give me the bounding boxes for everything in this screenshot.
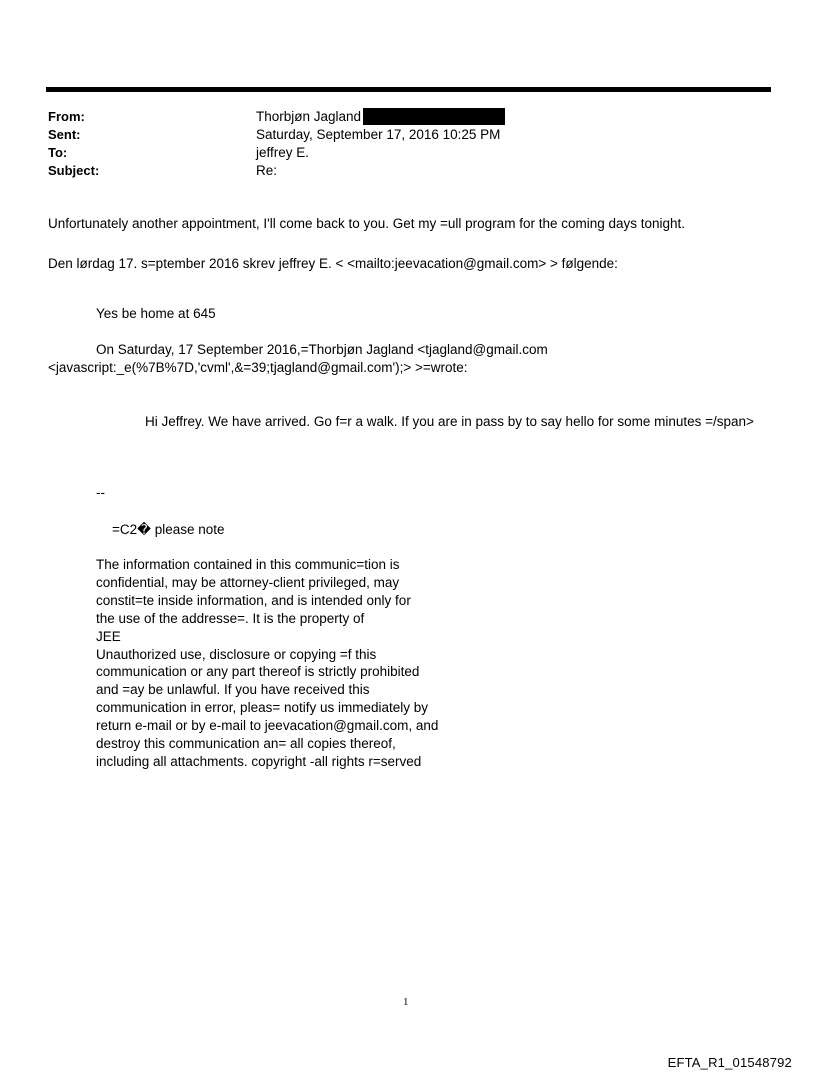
- disclaimer-line: including all attachments. copyright -all rights r=served: [96, 753, 422, 769]
- disclaimer-line: and =ay be unlawful. If you have received this: [96, 682, 370, 698]
- header-rule: [46, 87, 771, 92]
- disclaimer-line: The information contained in this communic=tion is: [96, 557, 400, 572]
- quote-intro-2: <javascript:_e(%7B%7D,'cvml',&=39;tjagland@gmail.com');> >=wrote:: [48, 360, 468, 375]
- sender-name: Thorbjøn Jagland: [256, 109, 362, 124]
- sent-value: Saturday, September 17, 2016 10:25 PM: [256, 127, 501, 142]
- signature-dash: --: [96, 485, 105, 500]
- disclaimer-line: return e-mail or by e-mail to jeevacation@gmail.com, and: [96, 718, 439, 734]
- redaction-block: [363, 108, 505, 125]
- from-label: From:: [48, 109, 85, 124]
- disclaimer-line: Unauthorized use, disclosure or copying =f this: [96, 646, 377, 662]
- disclaimer-line: destroy this communication an= all copies thereof,: [96, 736, 396, 752]
- sent-label: Sent:: [48, 127, 81, 142]
- disclaimer-line: the use of the addresse=. It is the property of: [96, 610, 365, 626]
- reply-text: Yes be home at 645: [96, 306, 216, 321]
- body-line-1: Unfortunately another appointment, I'll come back to you. Get my =ull program for the coming days tonight.: [48, 216, 686, 231]
- disclaimer-block: [96, 556, 456, 771]
- disclaimer-line: communication or any part thereof is strictly prohibited: [96, 664, 420, 680]
- signature-note: =C2� please note: [112, 522, 225, 537]
- subject-label: Subject:: [48, 163, 100, 178]
- to-label: To:: [48, 145, 68, 160]
- subject-value: Re:: [256, 163, 278, 178]
- page-number: 1: [403, 996, 409, 1008]
- disclaimer-line: constit=te inside information, and is intended only for: [96, 592, 411, 608]
- body-line-2: Den lørdag 17. s=ptember 2016 skrev jeffrey E. < <mailto:jeevacation@gmail.com> > følgende:: [48, 256, 618, 271]
- quote-intro-1: On Saturday, 17 September 2016,=Thorbjøn Jagland <tjagland@gmail.com: [96, 342, 548, 357]
- disclaimer-line: communication in error, pleas= notify us immediately by: [96, 700, 429, 716]
- disclaimer-line: JEE: [96, 628, 121, 644]
- to-value: jeffrey E.: [256, 145, 310, 160]
- bates-number: EFTA_R1_01548792: [667, 1055, 792, 1070]
- from-value: [256, 108, 505, 126]
- quoted-message: Hi Jeffrey. We have arrived. Go f=r a walk. If you are in pass by to say hello for some minutes =/span>: [145, 414, 754, 429]
- disclaimer-line: confidential, may be attorney-client privileged, may: [96, 574, 400, 590]
